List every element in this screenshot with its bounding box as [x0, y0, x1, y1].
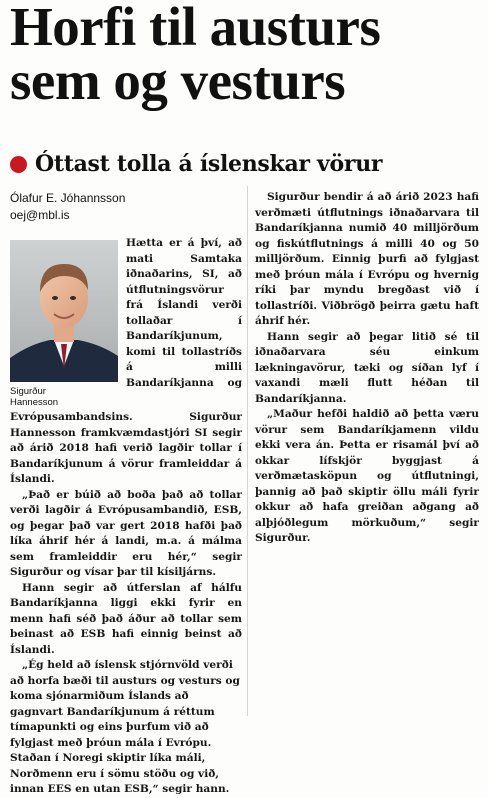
headline-line-1: Horfi til austurs [10, 0, 381, 57]
photo-figure [10, 240, 118, 408]
red-bullet-icon [10, 156, 27, 173]
column-divider [247, 186, 248, 716]
body-paragraph-6: Hann segir að þegar litið sé til iðnaðarvara séu einkum lækningavörur, tæki og síðan lyf í vaxandi mæli flutt héðan til Bandaríkjanna. [255, 330, 479, 405]
body-paragraph-2: „Það er búið að boða það að tollar verði lagðir á Evrópusambandið, ESB, og þegar það var gert 2018 hafði það líka áhrif hér á landi, m.a. á málma sem framleiddir eru hér,“ segir Sigurður og vísar þar til kísiljárns. [10, 488, 242, 578]
body-paragraph-1-text: Hætta er á því, að mati Samtaka iðnaðarins, SI, að útflutningsvörur frá Íslandi verði tollaðar í Bandaríkjunum, komi til tollastríðs á milli Bandaríkjanna og Evrópusambandsins. Sigurður Hannesson framkvæmdastjóri SI segir að árið 2018 hafi verið lagðir tollar í Bandaríkjunum á vörur framleiddar á Íslandi. [10, 237, 242, 485]
photo-caption-line-2: Hannesson [10, 397, 59, 408]
headline-line-2: sem og vesturs [10, 50, 346, 111]
body-column-1 [10, 236, 242, 798]
body-column-2 [255, 190, 479, 547]
photo-caption [10, 386, 118, 408]
body-paragraph-3: Hann segir að útferslan af hálfu Bandaríkjanna liggi ekki fyrir en menn hafi séð það áður að tollar sem beinast að ESB hafi einnig beinst að Íslandi. [10, 581, 242, 656]
body-paragraph-4-start [10, 658, 242, 798]
body-paragraph-4: „Ég held að íslensk stjórnvöld verði að horfa bæði til austurs og vesturs og koma sjónarmiðum Íslands að gagnvart Bandaríkjunum á réttum tímapunkti og eins þurfum við að fylgjast með þróun mála í Evrópu. Staðan í Noregi skiptir líka máli, Norðmenn eru í sömu stöðu og við, innan EES en utan ESB,“ segir hann. [10, 659, 240, 795]
photo-caption-line-1: Sigurður [10, 386, 46, 397]
byline-email[interactable]: oej@mbl.is [10, 208, 70, 222]
byline-author: Ólafur E. Jóhannsson [10, 191, 126, 205]
headline [10, 0, 480, 111]
subhead [10, 150, 480, 178]
body-paragraph-5: Sigurður bendir á að árið 2023 hafi verðmæti útflutnings iðnaðarvara til Bandaríkjanna numið 40 milljörðum og fiskútflutnings á milli 40 og 50 milljörðum. Einnig þurfi að fylgjast með þróun mála í Evrópu og hvernig ríki þar myndu bregðast við í tollastríði. Viðbrögð þeirra gætu haft áhrif hér. [255, 191, 479, 327]
portrait-photo [10, 240, 118, 382]
subhead-text: Óttast tolla á íslenskar vörur [35, 151, 383, 177]
body-paragraph-1 [10, 236, 242, 488]
body-paragraph-7: „Maður hefði haldið að þetta væru vörur sem Bandaríkjamenn vildu ekki vera án. Þetta er risamál því að okkar lífskjör byggjast á verðmætasköpun og útflutningi, þannig að það skiptir öllu máli fyrir okkur að hafa greiðan aðgang að alþjóðlegum mörkuðum,“ segir Sigurður. [255, 408, 479, 544]
